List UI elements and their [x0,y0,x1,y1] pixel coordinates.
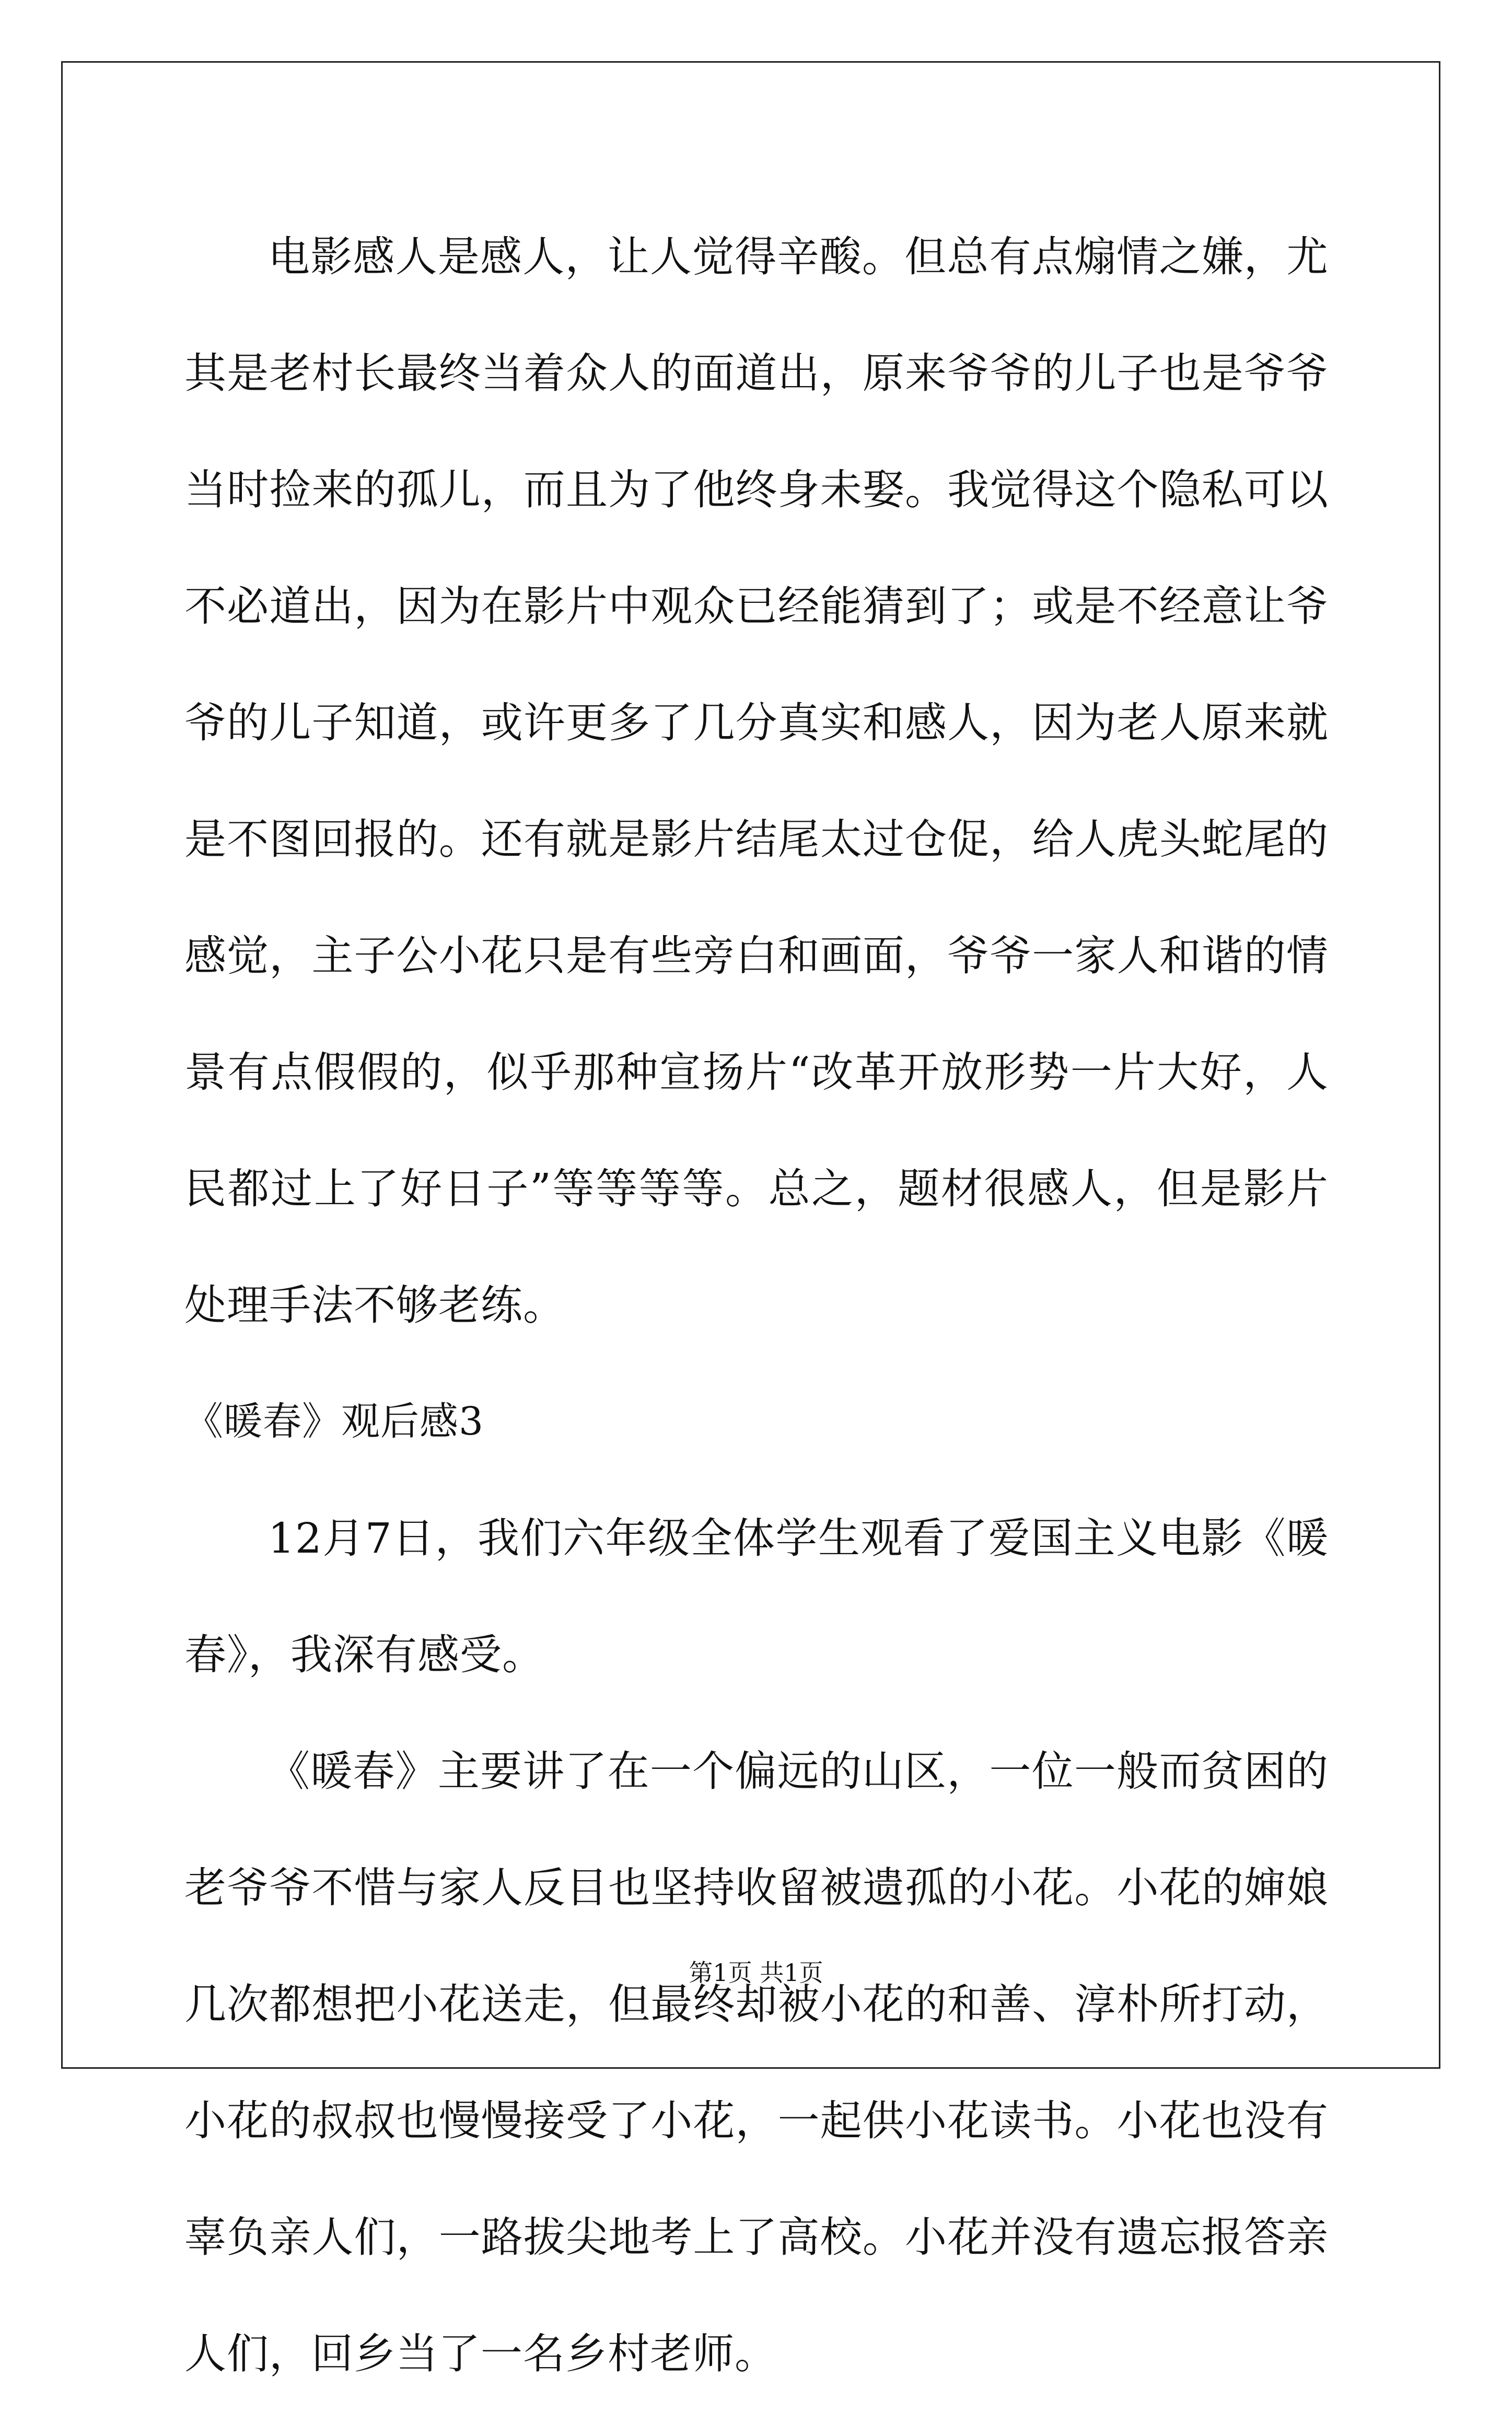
section-heading: 《暖春》观后感3 [184,1399,484,1444]
paragraph-2: 12月7日，我们六年级全体学生观看了爱国主义电影《暖春》，我深有感受。 [184,1514,1329,1679]
paragraph-1: 电影感人是感人，让人觉得辛酸。但总有点煽情之嫌，尤其是老村长最终当着众人的面道出，原来爷爷的儿子也是爷爷当时捡来的孤儿，而且为了他终身未娶。我觉得这个隐私可以不必道出，因为在影片中观众已经能猜到了；或是不经意让爷爷的儿子知道，或许更多了几分真实和感人，因为老人原来就是不图回报的。还有就是影片结尾太过仓促，给人虎头蛇尾的感觉，主子公小花只是有些旁白和画面，爷爷一家人和谐的情景有点假假的，似乎那种宣扬片“改革开放形势一片大好，人民都过上了好日子”等等等等。总之，题材很感人，但是影片处理手法不够老练。 [184,232,1329,1330]
paragraph-3: 《暖春》主要讲了在一个偏远的山区，一位一般而贫困的老爷爷不惜与家人反目也坚持收留被遗孤的小花。小花的婶娘几次都想把小花送走，但最终却被小花的和善、淳朴所打动，小花的叔叔也慢慢接受了小花，一起供小花读书。小花也没有辜负亲人们，一路拔尖地考上了高校。小花并没有遗忘报答亲人们，回乡当了一名乡村老师。 [184,1747,1329,2378]
document-body [184,199,1329,2412]
page-footer: 第1页 共1页 [689,1959,823,1987]
